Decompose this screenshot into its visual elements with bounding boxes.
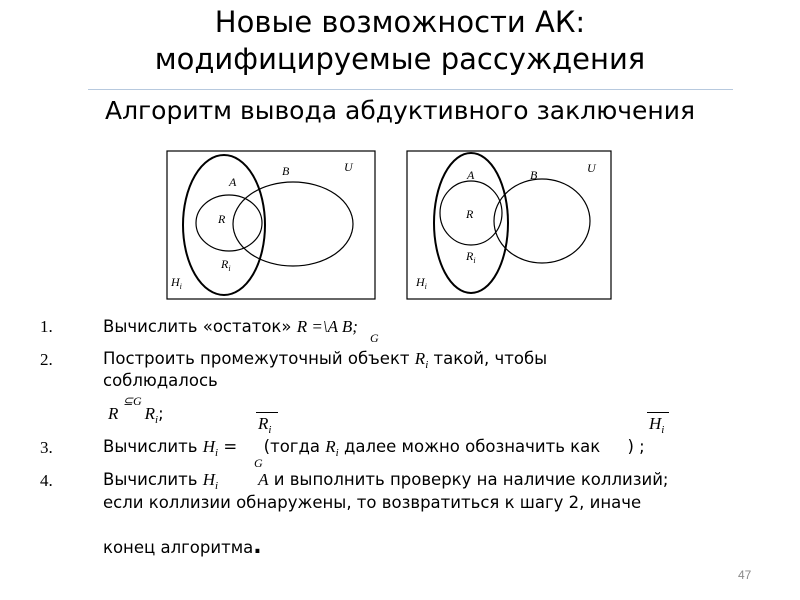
fraction-overline: [256, 412, 278, 413]
step-4-line-3: конец алгоритма.: [103, 534, 262, 559]
label-b: B: [282, 164, 290, 178]
label-a: A: [467, 168, 475, 182]
title-line-2: модифицируемые рассуждения: [154, 42, 646, 76]
label-hi: $H_i$: [171, 275, 182, 291]
step-4-number: 4.: [40, 471, 53, 490]
slide-subtitle: Алгоритм вывода абдуктивного заключения: [104, 96, 696, 125]
label-r: R: [218, 212, 226, 226]
over-symbol-overline: [647, 412, 669, 413]
step-3-over-symbol: $H_i$: [649, 414, 665, 436]
label-b: B: [530, 168, 538, 182]
step-3-symbol: G: [254, 456, 263, 470]
step-1-symbol: G: [370, 331, 379, 345]
step-2-line-2: соблюдалось: [103, 371, 218, 390]
step-2-line-1: Построить промежуточный объект $R_i$ такой, чтобы: [103, 349, 548, 371]
step-2-symbol: ⊆G: [123, 394, 142, 408]
page-number: 47: [738, 568, 752, 582]
label-hi: $H_i$: [416, 275, 427, 291]
label-r: R: [466, 207, 474, 221]
step-2-number: 2.: [40, 350, 53, 369]
title-line-1: Новые возможности АК:: [214, 5, 586, 39]
label-u: U: [344, 160, 353, 174]
label-a: A: [229, 175, 237, 189]
step-4-line-1: Вычислить $H_i$ A и выполнить проверку на наличие коллизий;: [103, 470, 669, 492]
step-1-number: 1.: [40, 317, 53, 336]
step-4-line-2: если коллизии обнаружены, то возвратиться к шагу 2, иначе: [103, 493, 642, 512]
label-ri: $R_i$: [221, 257, 231, 273]
step-3-number: 3.: [40, 438, 53, 457]
step-3-text: Вычислить $H_i$ = (тогда $R_i$ далее можно обозначить как ) ;: [103, 437, 645, 459]
label-ri: $R_i$: [466, 249, 476, 265]
step-1-text: Вычислить «остаток» R =\A B;: [103, 317, 358, 336]
step-2-line-3: R $R_i$;: [108, 404, 164, 426]
label-u: U: [587, 161, 596, 175]
step-3-fraction: $R_i$: [258, 414, 272, 436]
